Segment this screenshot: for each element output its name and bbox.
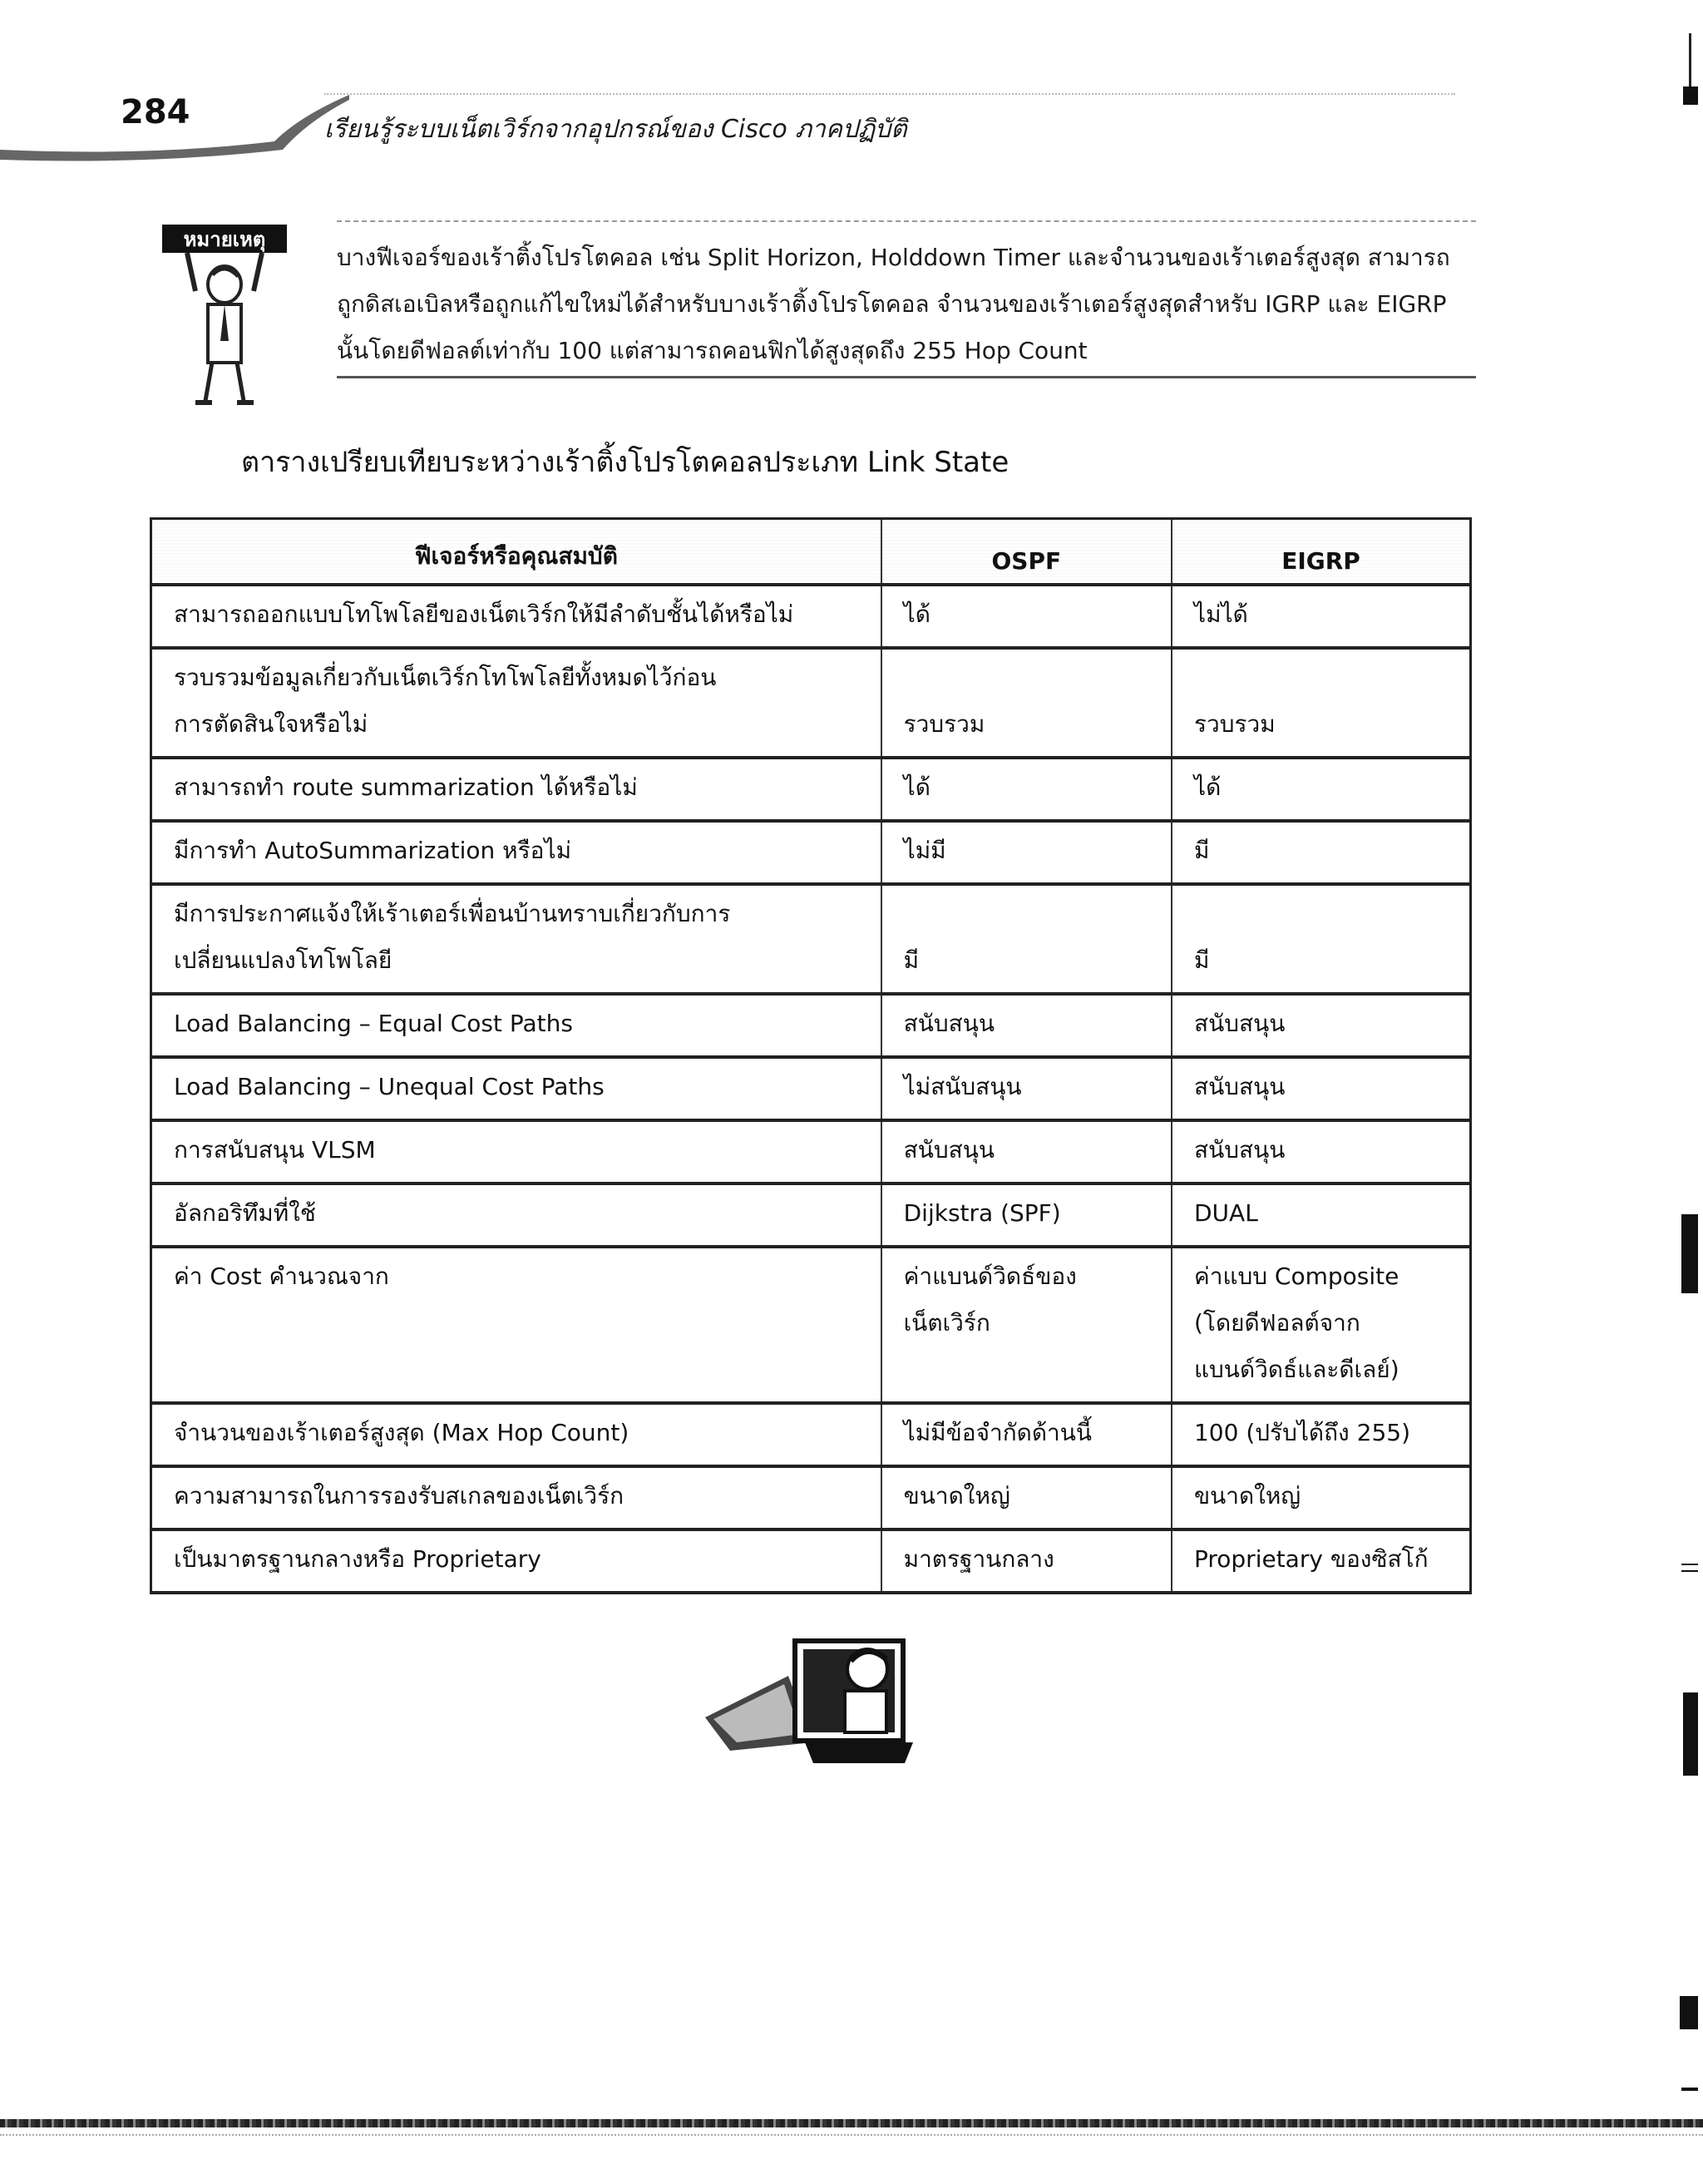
- feature-cell: อัลกอริทึมที่ใช้: [151, 1183, 881, 1247]
- ospf-cell: ขนาดใหญ่: [881, 1466, 1172, 1529]
- ospf-cell: ได้: [881, 585, 1172, 648]
- header-rule: [324, 93, 1455, 95]
- table-row: [151, 648, 1471, 758]
- feature-cell: ค่า Cost คำนวณจาก: [151, 1247, 881, 1403]
- ospf-cell: สนับสนุน: [881, 994, 1172, 1057]
- eigrp-cell: DUAL: [1172, 1183, 1471, 1247]
- ospf-cell: รวบรวม: [881, 648, 1172, 758]
- table-body: [151, 585, 1471, 1593]
- table-row: [151, 585, 1471, 648]
- eigrp-cell: สนับสนุน: [1172, 1120, 1471, 1183]
- eigrp-cell: ขนาดใหญ่: [1172, 1466, 1471, 1529]
- feature-cell: สามารถทำ route summarization ได้หรือไม่: [151, 758, 881, 821]
- feature-cell: มีการประกาศแจ้งให้เร้าเตอร์เพื่อนบ้านทราบเกี่ยวกับการ เปลี่ยนแปลงโทโพโลยี: [151, 884, 881, 994]
- eigrp-cell: มี: [1172, 884, 1471, 994]
- bottom-rule-dotted: [0, 2134, 1703, 2136]
- table-row: [151, 1120, 1471, 1183]
- table-row: [151, 758, 1471, 821]
- feature-cell: เป็นมาตรฐานกลางหรือ Proprietary: [151, 1529, 881, 1593]
- ospf-cell: ไม่มี: [881, 821, 1172, 884]
- note-rule-bottom: [337, 376, 1476, 378]
- comparison-table: [150, 517, 1472, 1594]
- table-heading: ตารางเปรียบเทียบระหว่างเร้าติ้งโปรโตคอลประเภท Link State: [241, 446, 1009, 479]
- feature-cell: สามารถออกแบบโทโพโลยีของเน็ตเวิร์กให้มีลำดับชั้นได้หรือไม่: [151, 585, 881, 648]
- note-line: ถูกดิสเอเบิลหรือถูกแก้ไขใหม่ได้สำหรับบางเร้าติ้งโปรโตคอล จำนวนของเร้าเตอร์สูงสุดสำหรับ IGRP และ EIGRP: [337, 290, 1447, 318]
- eigrp-cell: รวบรวม: [1172, 648, 1471, 758]
- column-header-eigrp: EIGRP: [1172, 519, 1471, 586]
- table-row: [151, 1057, 1471, 1120]
- ospf-cell: ไม่มีข้อจำกัดด้านนี้: [881, 1403, 1172, 1466]
- table-row: [151, 1529, 1471, 1593]
- column-header-feature: ฟีเจอร์หรือคุณสมบัติ: [151, 519, 881, 586]
- bottom-rule: [0, 2119, 1703, 2127]
- table-row: [151, 994, 1471, 1057]
- feature-cell: ความสามารถในการรองรับสเกลของเน็ตเวิร์ก: [151, 1466, 881, 1529]
- note-badge: หมายเหตุ: [183, 228, 266, 251]
- eigrp-cell: ไม่ได้: [1172, 585, 1471, 648]
- ospf-cell: ไม่สนับสนุน: [881, 1057, 1172, 1120]
- table-row: [151, 1183, 1471, 1247]
- feature-cell: Load Balancing – Equal Cost Paths: [151, 994, 881, 1057]
- ospf-cell: มาตรฐานกลาง: [881, 1529, 1172, 1593]
- ospf-cell: Dijkstra (SPF): [881, 1183, 1172, 1247]
- note-text: [337, 235, 1476, 374]
- eigrp-cell: สนับสนุน: [1172, 994, 1471, 1057]
- eigrp-cell: 100 (ปรับได้ถึง 255): [1172, 1403, 1471, 1466]
- eigrp-cell: มี: [1172, 821, 1471, 884]
- eigrp-cell: Proprietary ของซิสโก้: [1172, 1529, 1471, 1593]
- eigrp-cell: ได้: [1172, 758, 1471, 821]
- table-row: [151, 884, 1471, 994]
- page-number: 284: [121, 93, 190, 131]
- column-header-ospf: OSPF: [881, 519, 1172, 586]
- eigrp-cell: ค่าแบบ Composite (โดยดีฟอลต์จาก แบนด์วิดธ์และดีเลย์): [1172, 1247, 1471, 1403]
- feature-cell: รวบรวมข้อมูลเกี่ยวกับเน็ตเวิร์กโทโพโลยีทั้งหมดไว้ก่อน การตัดสินใจหรือไม่: [151, 648, 881, 758]
- note-line: บางฟีเจอร์ของเร้าติ้งโปรโตคอล เช่น Split Horizon, Holddown Timer และจำนวนของเร้าเตอร์สูงสุด สามารถ: [337, 244, 1450, 271]
- eigrp-cell: สนับสนุน: [1172, 1057, 1471, 1120]
- ospf-cell: สนับสนุน: [881, 1120, 1172, 1183]
- table-row: [151, 1247, 1471, 1403]
- scan-edge-mark: [1689, 33, 1691, 91]
- scan-edge-mark: [1683, 86, 1698, 105]
- reader-at-computer-illustration: [697, 1618, 921, 1767]
- feature-cell: จำนวนของเร้าเตอร์สูงสุด (Max Hop Count): [151, 1403, 881, 1466]
- note-line: นั้นโดยดีฟอลต์เท่ากับ 100 แต่สามารถคอนฟิกได้สูงสุดถึง 255 Hop Count: [337, 337, 1088, 364]
- table-row: [151, 1403, 1471, 1466]
- note-rule-top: [337, 220, 1476, 222]
- feature-cell: มีการทำ AutoSummarization หรือไม่: [151, 821, 881, 884]
- feature-cell: Load Balancing – Unequal Cost Paths: [151, 1057, 881, 1120]
- table-row: [151, 821, 1471, 884]
- ospf-cell: ค่าแบนด์วิดธ์ของ เน็ตเวิร์ก: [881, 1247, 1172, 1403]
- note-character-illustration: [162, 225, 287, 408]
- feature-cell: การสนับสนุน VLSM: [151, 1120, 881, 1183]
- table-header-row: [151, 519, 1471, 586]
- table-row: [151, 1466, 1471, 1529]
- ospf-cell: ได้: [881, 758, 1172, 821]
- ospf-cell: มี: [881, 884, 1172, 994]
- running-title: เรียนรู้ระบบเน็ตเวิร์กจากอุปกรณ์ของ Cisco ภาคปฏิบัติ: [324, 115, 907, 144]
